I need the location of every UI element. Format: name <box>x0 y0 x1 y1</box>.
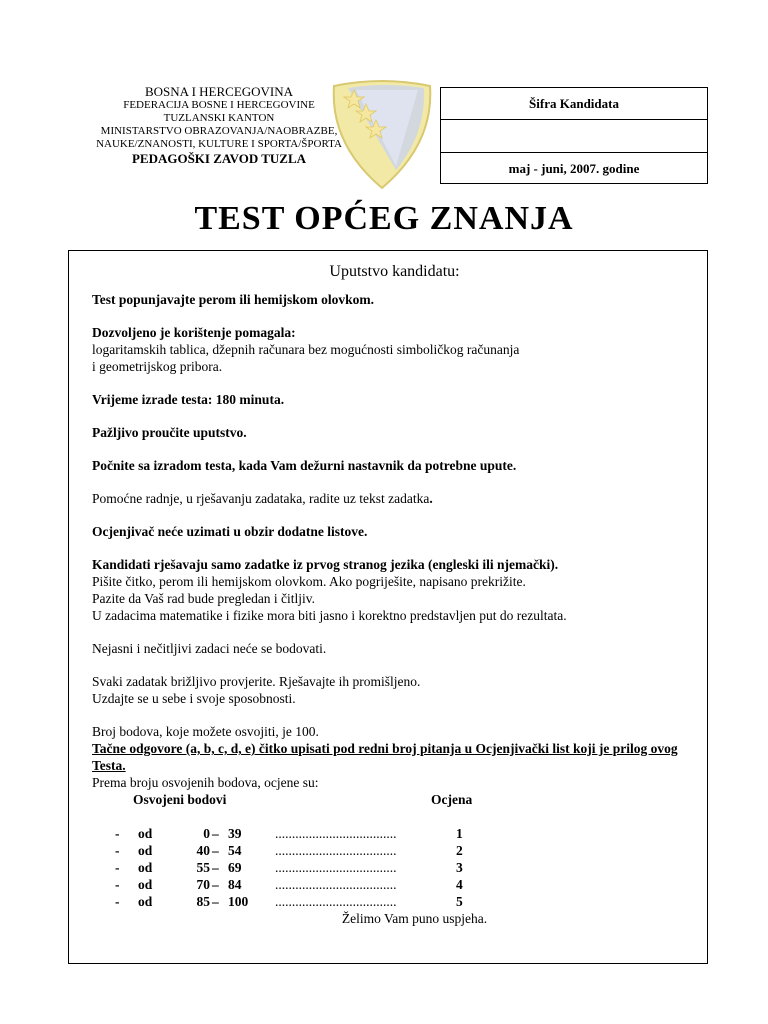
row-od: od <box>138 843 153 858</box>
instructions-heading: Uputstvo kandidatu: <box>329 263 460 280</box>
row-od: od <box>138 877 153 892</box>
instruction-text: Kandidati rješavaju samo zadatke iz prvog stranog jezika (engleski ili njemački). <box>92 557 559 572</box>
row-grade: 5 <box>456 894 463 909</box>
row-dots: .................................... <box>275 894 397 909</box>
row-from: 85 <box>196 894 210 909</box>
row-to: 84 <box>228 877 242 892</box>
header-line: TUZLANSKI KANTON <box>163 112 275 124</box>
instruction-text: Broj bodova, koje možete osvojiti, je 100. <box>92 724 319 739</box>
row-from: 40 <box>196 843 210 858</box>
instruction-text: U zadacima matematike i fizike mora biti jasno i korektno predstavljen put do rezultata. <box>92 608 567 623</box>
row-dots: .................................... <box>275 877 397 892</box>
header-line: PEDAGOŠKI ZAVOD TUZLA <box>131 151 307 166</box>
row-dash: - <box>115 826 120 841</box>
header-line: BOSNA I HERCEGOVINA <box>144 84 294 99</box>
table-row <box>92 842 697 859</box>
row-from: 70 <box>196 877 210 892</box>
instruction-text: Test popunjavajte perom ili hemijskom olovkom. <box>92 292 375 307</box>
row-sep: – <box>212 826 219 841</box>
instruction-text: Vrijeme izrade testa: 180 minuta. <box>92 392 285 407</box>
candidate-code-box <box>440 87 708 184</box>
instruction-text: Dozvoljeno je korištenje pomagala: <box>92 325 296 340</box>
row-grade: 3 <box>456 860 463 875</box>
row-dots: .................................... <box>275 860 397 875</box>
header-line: MINISTARSTVO OBRAZOVANJA/NAOBRAZBE, <box>100 125 338 137</box>
instruction-text: Prema broju osvojenih bodova, ocjene su: <box>92 775 319 790</box>
row-dots: .................................... <box>275 826 397 841</box>
grade-table-header <box>92 791 697 825</box>
row-to: 69 <box>228 860 242 875</box>
row-to: 54 <box>228 843 242 858</box>
grade-table <box>92 791 697 927</box>
row-from: 55 <box>196 860 210 875</box>
table-row <box>92 876 697 893</box>
instruction-text: i geometrijskog pribora. <box>92 359 223 374</box>
row-dots: .................................... <box>275 843 397 858</box>
instruction-text: Uzdajte se u sebe i svoje sposobnosti. <box>92 691 296 706</box>
instruction-text: Pišite čitko, perom ili hemijskom olovkom. Ako pogriješite, napisano prekrižite. <box>92 574 526 589</box>
closing-wish: Želimo Vam puno uspjeha. <box>341 911 488 926</box>
row-to: 39 <box>228 826 242 841</box>
row-grade: 2 <box>456 843 463 858</box>
header-line: NAUKE/ZNANOSTI, KULTURE I SPORTA/ŠPORTA <box>96 138 342 150</box>
row-grade: 1 <box>456 826 463 841</box>
instruction-text: Svaki zadatak brižljivo provjerite. Rješavajte ih promišljeno. <box>92 674 421 689</box>
table-row <box>92 859 697 876</box>
institution-header <box>88 85 350 167</box>
instruction-text: . <box>429 491 433 506</box>
row-od: od <box>138 894 153 909</box>
row-od: od <box>138 860 153 875</box>
row-sep: – <box>212 843 219 858</box>
instructions-frame <box>68 250 708 964</box>
row-dash: - <box>115 843 120 858</box>
candidate-code-field[interactable] <box>441 120 707 153</box>
table-row <box>92 825 697 842</box>
row-od: od <box>138 826 153 841</box>
instruction-text: Nejasni i nečitljivi zadaci neće se bodovati. <box>92 641 327 656</box>
instruction-text: Ocjenjivač neće uzimati u obzir dodatne listove. <box>92 524 368 539</box>
row-to: 100 <box>228 894 249 909</box>
row-sep: – <box>212 860 219 875</box>
row-from: 0 <box>203 826 210 841</box>
header-line: FEDERACIJA BOSNE I HERCEGOVINE <box>123 99 315 111</box>
row-sep: – <box>212 894 219 909</box>
instruction-text: Počnite sa izradom testa, kada Vam dežurni nastavnik da potrebne upute. <box>92 458 517 473</box>
instruction-text: Tačne odgovore (a, b, c, d, e) čitko upisati pod redni broj pitanja u Ocjenjivački list koji je prilog ovog Testa. <box>92 741 678 773</box>
candidate-code-label: Šifra Kandidata <box>441 88 707 120</box>
instruction-text: Pomoćne radnje, u rješavanju zadataka, radite uz tekst zadatka <box>92 491 430 506</box>
exam-date: maj - juni, 2007. godine <box>508 161 640 176</box>
col-points-header: Osvojeni bodovi <box>133 792 227 807</box>
row-sep: – <box>212 877 219 892</box>
instruction-text: Pazite da Vaš rad bude pregledan i čitljiv. <box>92 591 316 606</box>
col-grade-header: Ocjena <box>431 792 473 807</box>
table-row <box>92 893 697 910</box>
instruction-text: Pažljivo proučite uputstvo. <box>92 425 247 440</box>
row-dash: - <box>115 877 120 892</box>
row-grade: 4 <box>456 877 463 892</box>
page-title: TEST OPĆEG ZNANJA <box>194 200 574 237</box>
row-dash: - <box>115 860 120 875</box>
row-dash: - <box>115 894 120 909</box>
instruction-text: logaritamskih tablica, džepnih računara bez mogućnosti simboličkog računanja <box>92 342 520 357</box>
